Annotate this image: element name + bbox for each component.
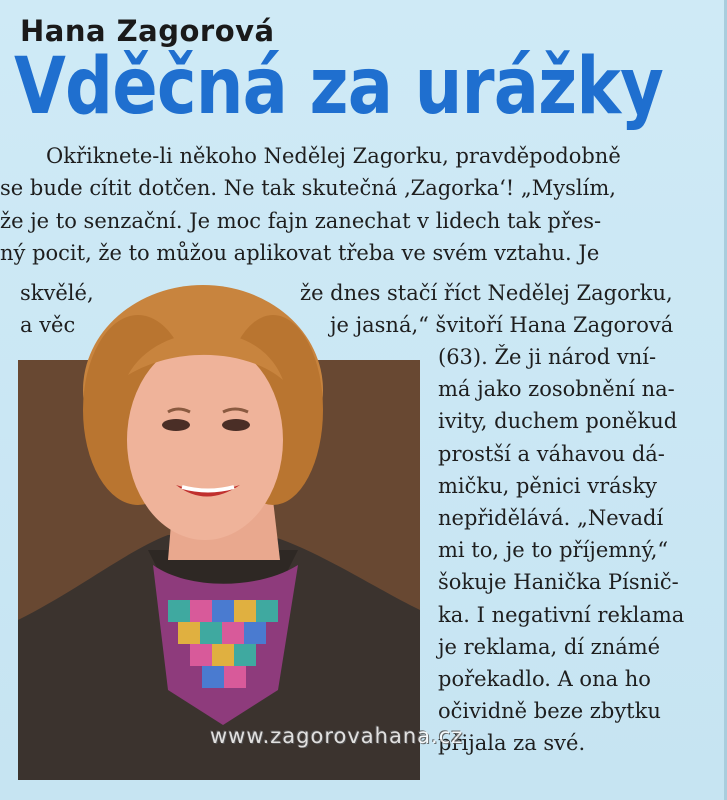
body-line: je reklama, dí známé — [438, 634, 661, 659]
body-line: že je to senzační. Je moc fajn zanechat v lidech tak přes- — [0, 208, 602, 233]
body-line: ka. I negativní reklama — [438, 602, 685, 627]
article-kicker: Hana Zagorová — [20, 14, 275, 48]
body-line-right: je jasná,“ švitoří Hana Zagorová — [330, 313, 674, 337]
body-line: prostší a váhavou dá- — [438, 441, 665, 466]
body-line: mičku, pěnici vrásky — [438, 473, 658, 498]
body-line: má jako zosobnění na- — [438, 377, 675, 402]
body-line: přijala za své. — [438, 731, 586, 756]
watermark-text: www.zagorovahana.cz — [210, 724, 464, 748]
body-line: šokuje Hanička Písnič- — [438, 570, 679, 595]
body-line-left: a věc — [20, 313, 76, 337]
body-line-left: skvělé, — [20, 281, 94, 305]
body-line: (63). Že ji národ vní- — [438, 345, 657, 369]
body-line: nepřidělává. „Nevadí — [438, 506, 664, 530]
body-line: Okřiknete-li někoho Nedělej Zagorku, pravděpodobně — [46, 144, 621, 168]
body-line: ivity, duchem poněkud — [438, 409, 678, 434]
body-line: mi to, je to příjemný,“ — [438, 538, 669, 563]
article-headline: Vděčná za urážky — [14, 42, 663, 132]
body-line: se bude cítit dotčen. Ne tak skutečná ‚Zagorka‘! „Myslím, — [0, 176, 616, 201]
portrait-head — [68, 280, 338, 580]
body-line-right: že dnes stačí říct Nedělej Zagorku, — [300, 281, 673, 305]
body-line: pořekadlo. A ona ho — [438, 667, 651, 691]
article-body-top — [0, 140, 710, 269]
body-line: očividně beze zbytku — [438, 699, 661, 724]
body-line: ný pocit, že to můžou aplikovat třeba ve svém vztahu. Je — [0, 240, 600, 265]
